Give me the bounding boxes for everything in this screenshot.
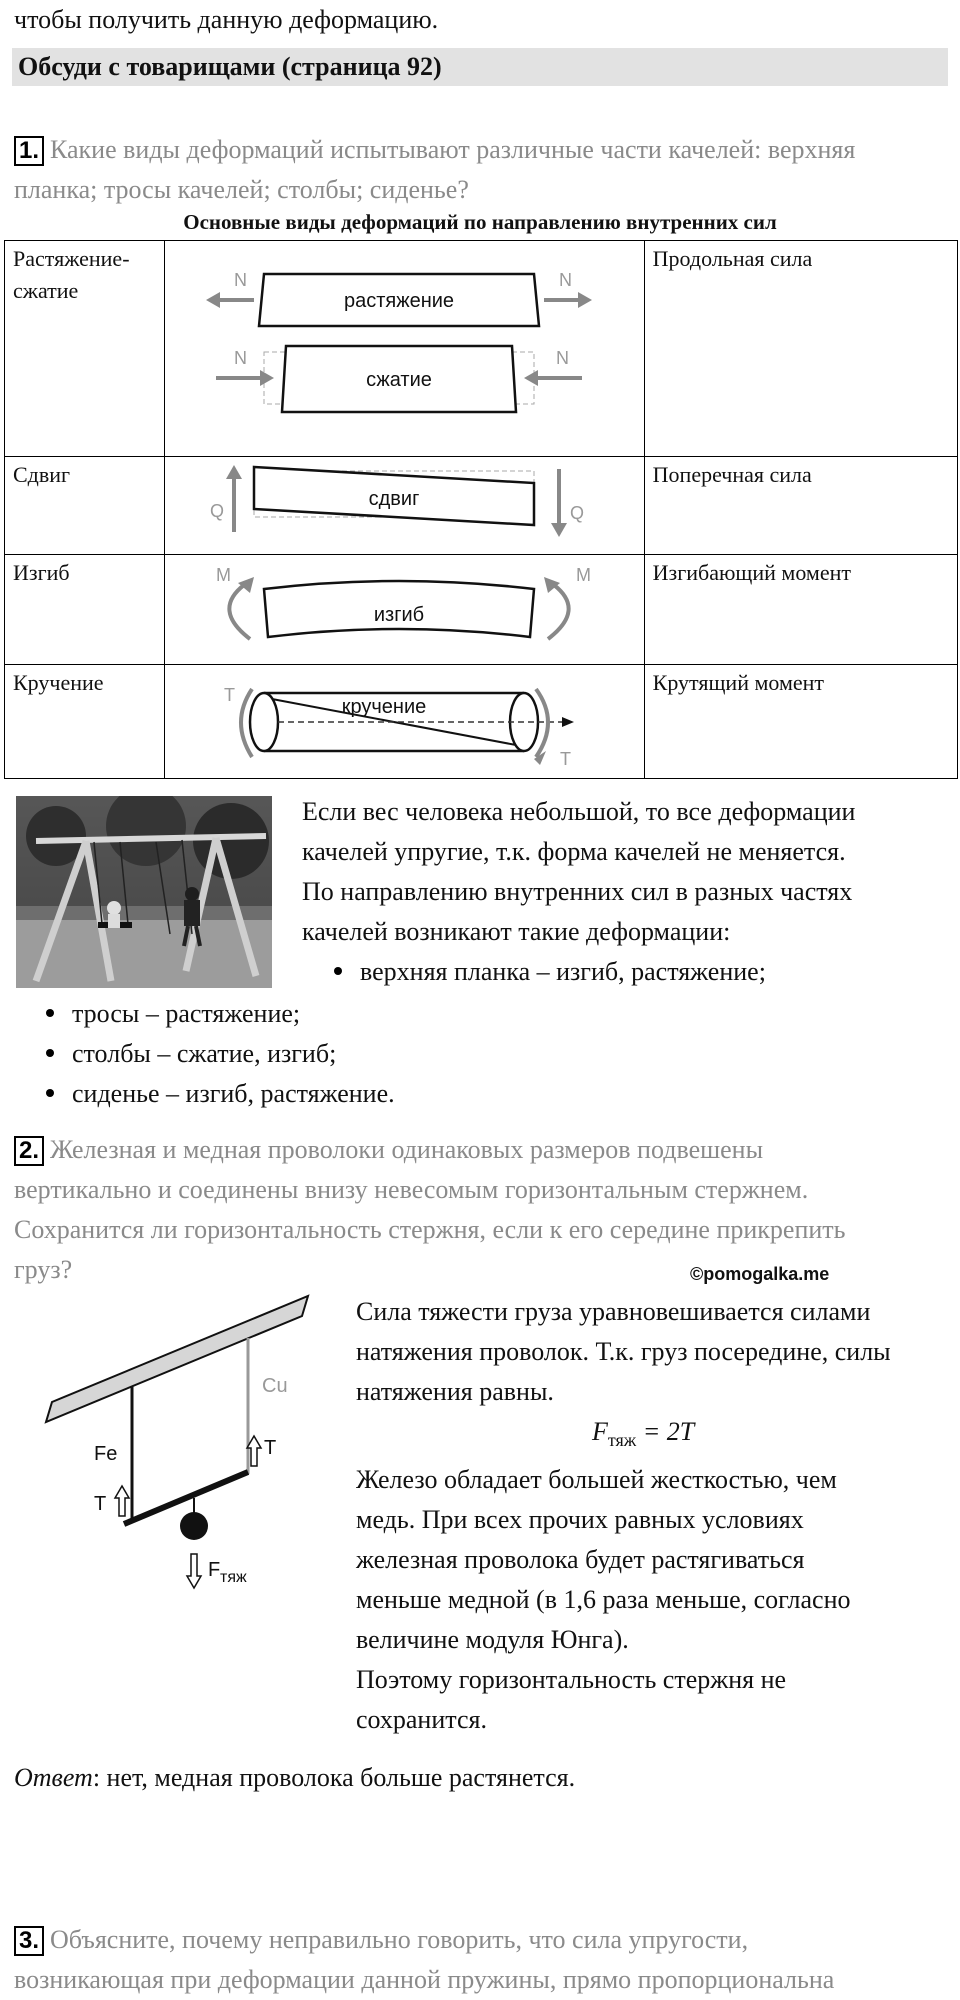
svg-text:тяж: тяж — [220, 1569, 247, 1586]
answer-line: медь. При всех прочих равных условиях — [356, 1505, 804, 1535]
svg-text:T: T — [560, 749, 572, 769]
watermark: ©pomogalka.me — [690, 1264, 830, 1284]
list-item: сиденье – изгиб, растяжение. — [46, 1074, 395, 1114]
swing-photo — [16, 796, 272, 988]
question-text-line: вертикально и соединены внизу невесомым горизонтальным стержнем. — [14, 1175, 809, 1204]
list-item: верхняя планка – изгиб, растяжение; — [334, 952, 766, 992]
tension-compression-diagram — [164, 241, 644, 457]
deformation-table — [4, 240, 958, 779]
svg-text:T: T — [224, 685, 236, 705]
svg-text:N: N — [234, 348, 248, 368]
internal-force: Изгибающий момент — [644, 555, 957, 665]
list-item: тросы – растяжение; — [46, 994, 395, 1034]
question-1 — [14, 130, 954, 210]
q2-answer — [356, 1292, 956, 1740]
answer-line: Поэтому горизонтальность стержня не — [356, 1665, 787, 1695]
swing-answer — [302, 792, 952, 952]
bullet-icon — [46, 1009, 54, 1017]
question-3 — [14, 1920, 954, 2000]
internal-force: Продольная сила — [644, 241, 957, 457]
deformation-type: Растяжение-сжатие — [5, 241, 165, 457]
question-text-line: Сохранится ли горизонтальность стержня, если к его середине прикрепить — [14, 1215, 846, 1244]
question-number: 3. — [14, 1926, 44, 1956]
bending-diagram — [164, 555, 644, 665]
question-text-line: груз? — [14, 1255, 73, 1284]
answer-line: По направлению внутренних сил в разных частях — [302, 877, 853, 906]
question-number: 1. — [14, 136, 44, 166]
question-number: 2. — [14, 1136, 44, 1166]
internal-force: Поперечная сила — [644, 457, 957, 555]
answer-text: : нет, медная проволока больше растянется. — [92, 1763, 576, 1792]
table-row — [5, 555, 958, 665]
svg-text:N: N — [559, 270, 573, 290]
final-answer — [14, 1758, 575, 1798]
svg-text:кручение: кручение — [342, 696, 427, 718]
question-text-line: Объясните, почему неправильно говорить, что сила упругости, — [50, 1925, 749, 1954]
table-row — [5, 241, 958, 457]
table-row — [5, 457, 958, 555]
svg-text:сжатие: сжатие — [366, 369, 433, 391]
table-caption: Основные виды деформаций по направлению внутренних сил — [183, 210, 777, 234]
svg-text:сдвиг: сдвиг — [368, 488, 420, 510]
list-item: столбы – сжатие, изгиб; — [46, 1034, 395, 1074]
bullet-icon — [46, 1049, 54, 1057]
answer-line: меньше медной (в 1,6 раза меньше, согласно — [356, 1585, 851, 1615]
torsion-diagram — [164, 665, 644, 779]
answer-line: железная проволока будет растягиваться — [356, 1545, 805, 1575]
answer-label: Ответ — [14, 1763, 93, 1792]
svg-text:T: T — [264, 1437, 277, 1459]
wire-diagram — [40, 1292, 320, 1602]
svg-text:растяжение: растяжение — [344, 290, 455, 312]
svg-text:Fe: Fe — [94, 1443, 118, 1465]
answer-line: сохранится. — [356, 1705, 487, 1735]
internal-force: Крутящий момент — [644, 665, 957, 779]
top-line: чтобы получить данную деформацию. — [14, 5, 439, 34]
svg-text:Q: Q — [570, 503, 585, 523]
bullet-icon — [46, 1089, 54, 1097]
bullet-list — [334, 952, 766, 992]
shear-diagram — [164, 457, 644, 555]
svg-text:изгиб: изгиб — [374, 604, 425, 626]
section-title: Обсуди с товарищами (страница 92) — [12, 48, 948, 86]
svg-text:T: T — [94, 1493, 107, 1515]
svg-text:N: N — [234, 270, 248, 290]
answer-line: качелей упругие, т.к. форма качелей не меняется. — [302, 837, 846, 866]
answer-line: величине модуля Юнга). — [356, 1625, 629, 1655]
svg-text:M: M — [216, 565, 232, 585]
deformation-type: Кручение — [5, 665, 165, 779]
svg-text:Cu: Cu — [262, 1375, 288, 1397]
answer-line: качелей возникают такие деформации: — [302, 917, 731, 946]
svg-text:Q: Q — [210, 501, 225, 521]
svg-text:N: N — [556, 348, 570, 368]
svg-text:F: F — [208, 1559, 221, 1581]
bullet-list — [46, 994, 395, 1114]
svg-text:M: M — [576, 565, 592, 585]
question-text-line: планка; тросы качелей; столбы; сиденье? — [14, 175, 469, 204]
deformation-type: Изгиб — [5, 555, 165, 665]
bullet-icon — [334, 967, 342, 975]
answer-line: Железо обладает большей жесткостью, чем — [356, 1465, 837, 1495]
table-row — [5, 665, 958, 779]
question-text-line: возникающая при деформации данной пружины, прямо пропорциональна — [14, 1965, 835, 1994]
formula: $F_{тяж} = 2T$ — [592, 1417, 695, 1451]
deformation-type: Сдвиг — [5, 457, 165, 555]
answer-line: натяжения равны. — [356, 1377, 554, 1406]
question-text-line: Железная и медная проволоки одинаковых размеров подвешены — [50, 1135, 764, 1164]
answer-line: натяжения проволок. Т.к. груз посередине, силы — [356, 1337, 891, 1366]
answer-line: Сила тяжести груза уравновешивается силами — [356, 1297, 871, 1326]
answer-line: Если вес человека небольшой, то все деформации — [302, 797, 856, 826]
question-text-line: Какие виды деформаций испытывают различные части качелей: верхняя — [50, 135, 856, 164]
